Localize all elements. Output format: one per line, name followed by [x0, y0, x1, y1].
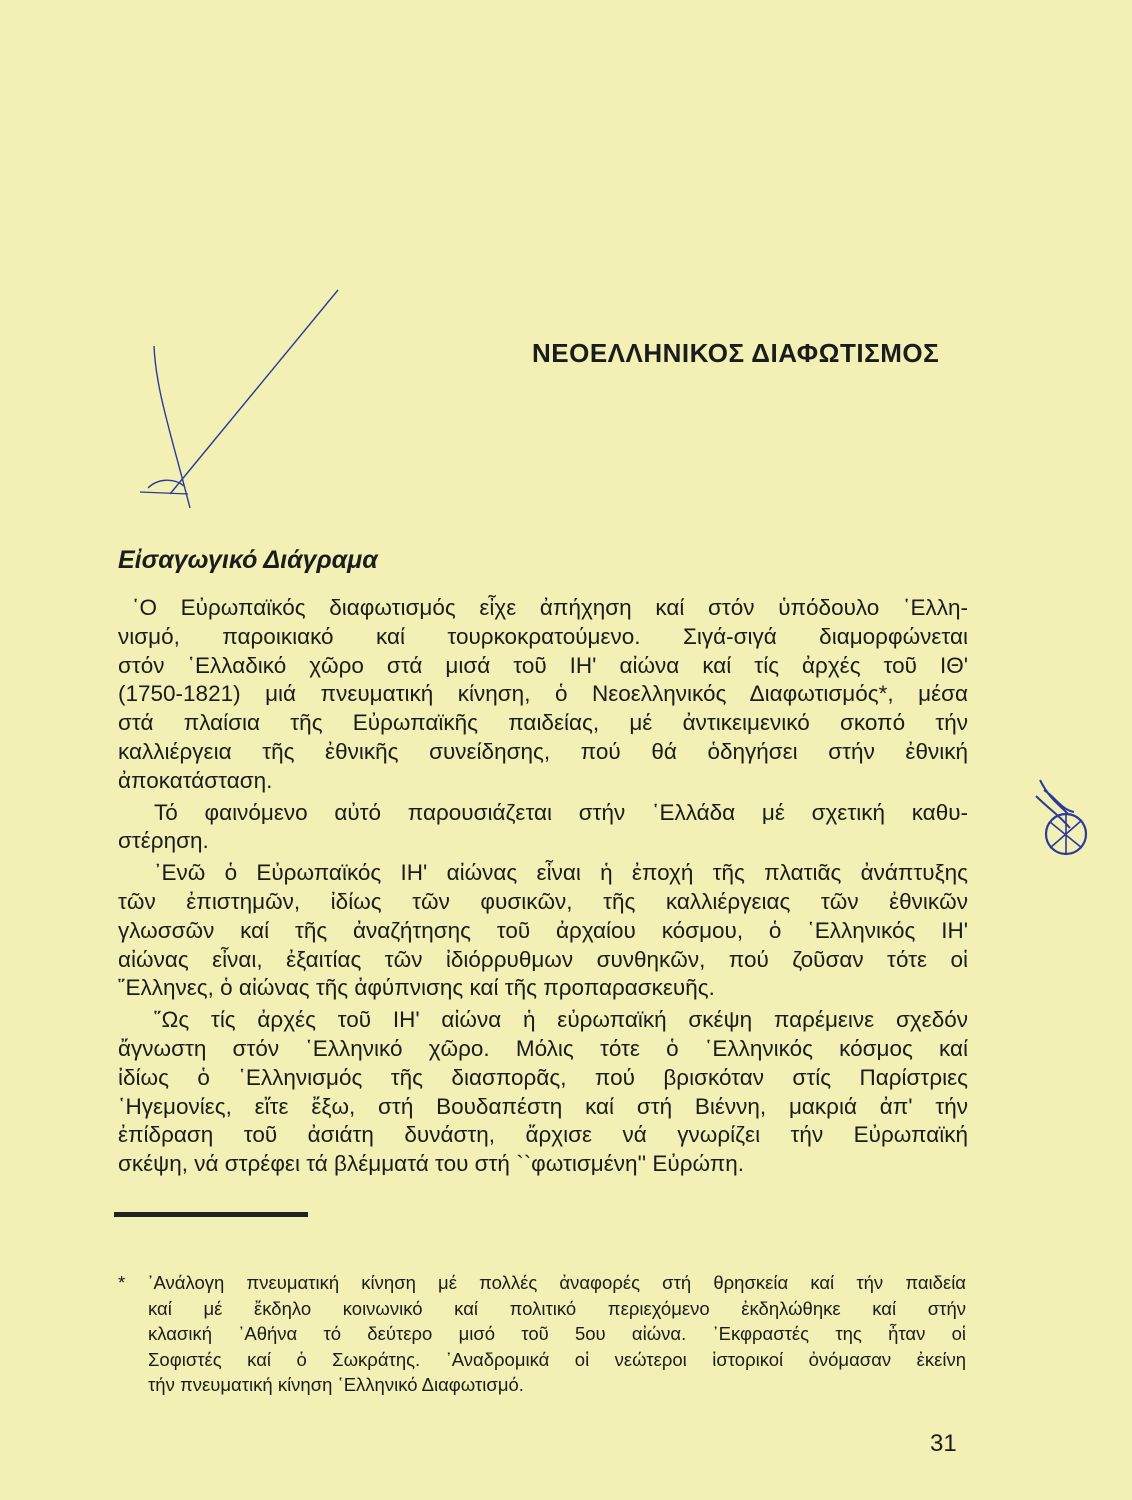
text-line: αἰώνας εἶναι, ἐξαιτίας τῶν ἰδιόρρυθμων συνθηκῶν, πού ζοῦσαν τότε οἱ [118, 946, 968, 972]
paragraph-1 [118, 594, 968, 796]
text-line: στά πλαίσια τῆς Εὐρωπαϊκῆς παιδείας, μέ ἀντικειμενικό σκοπό τήν [118, 710, 968, 736]
text-line: ῾Ο Εὐρωπαϊκός διαφωτισμός εἶχε ἀπήχηση καί στόν ὑπόδουλο ῾Ελλη- [132, 595, 968, 620]
text-line: ῞Ελληνες, ὁ αἰώνας τῆς ἀφύπνισης καί τῆς προπαρασκευῆς. [118, 975, 715, 1001]
text-line: ἰδίως ὁ ῾Ελληνισμός τῆς διασπορᾶς, πού βρισκόταν στίς Παρίστριες [118, 1064, 968, 1090]
page-number: 31 [930, 1430, 957, 1457]
paragraph-4 [118, 1006, 968, 1179]
text-line: Τό φαινόμενο αὐτό παρουσιάζεται στήν ῾Ελλάδα μέ σχετική καθυ- [154, 799, 968, 825]
footnote-line: Σοφιστές καί ὁ Σωκράτης. ᾿Αναδρομικά οἱ νεώτεροι ἱστορικοί ὀνόμασαν ἐκείνη [148, 1348, 966, 1370]
footnote-line: * ᾿Ανάλογη πνευματική κίνηση μέ πολλές ἀναφορές στή θρησκεία καί τήν παιδεία [118, 1272, 966, 1293]
text-line: ῾Ηγεμονίες, εἴτε ἔξω, στή Βουδαπέστη καί στή Βιέννη, μακριά ἀπ' τήν [118, 1093, 968, 1119]
text-line: ἀποκατάσταση. [118, 767, 273, 793]
text-line: ἐπίδραση τοῦ ἀσιάτη δυνάστη, ἄρχισε νά γνωρίζει τήν Εὐρωπαϊκή [118, 1122, 968, 1148]
text-line: τῶν ἐπιστημῶν, ἰδίως τῶν φυσικῶν, τῆς καλλιέργειας τῶν ἐθνικῶν [118, 888, 968, 914]
paragraph-3 [118, 859, 968, 1003]
footnote-divider [114, 1212, 308, 1217]
text-line: ἄγνωστη στόν ῾Ελληνικό χῶρο. Μόλις τότε ὁ ῾Ελληνικός κόσμος καί [118, 1035, 968, 1061]
chapter-title: ΝΕΟΕΛΛΗΝΙΚΟΣ ΔΙΑΦΩΤΙΣΜΟΣ [532, 338, 940, 368]
margin-pen-annotation [1020, 770, 1100, 870]
text-line: σκέψη, νά στρέφει τά βλέμματά του στή ``φωτισμένη'' Εὐρώπη. [118, 1151, 745, 1177]
paragraph-2 [118, 799, 968, 857]
text-line: ῞Ως τίς ἀρχές τοῦ ΙΗ' αἰώνα ἡ εὐρωπαϊκή σκέψη παρέμεινε σχεδόν [154, 1007, 968, 1033]
text-line: νισμό, παροικιακό καί τουρκοκρατούμενο. Σιγά-σιγά διαμορφώνεται [118, 623, 968, 649]
text-line: ᾿Ενῶ ὁ Εὐρωπαϊκός ΙΗ' αἰώνας εἶναι ἡ ἐποχή τῆς πλατιᾶς ἀνάπτυξης [154, 860, 968, 886]
text-line: (1750-1821) μιά πνευματική κίνηση, ὁ Νεοελληνικός Διαφωτισμός*, μέσα [118, 681, 968, 707]
text-line: στόν ῾Ελλαδικό χῶρο στά μισά τοῦ ΙΗ' αἰώνα καί τίς ἀρχές τοῦ ΙΘ' [118, 652, 968, 678]
text-line: στέρηση. [118, 828, 209, 854]
text-line: γλωσσῶν καί τῆς ἀναζήτησης τοῦ ἀρχαίου κόσμου, ὁ ῾Ελληνικός ΙΗ' [118, 917, 968, 943]
pen-scribble-mark [110, 280, 350, 520]
section-subtitle: Εἰσαγωγικό Διάγραμα [118, 546, 378, 574]
footnote [118, 1270, 966, 1398]
footnote-line: κλασική ᾿Αθήνα τό δεύτερο μισό τοῦ 5ου αἰώνα. ᾿Εκφραστές της ἦταν οἱ [148, 1323, 966, 1345]
footnote-line: καί μέ ἔκδηλο κοινωνικό καί πολιτικό περιεχόμενο ἐκδηλώθηκε καί στήν [148, 1297, 966, 1319]
footnote-line: τήν πνευματική κίνηση ῾Ελληνικό Διαφωτισμό. [148, 1374, 524, 1396]
text-line: καλλιέργεια τῆς ἐθνικῆς συνείδησης, πού θά ὁδηγήσει στήν ἐθνική [118, 738, 968, 764]
body-text [118, 594, 968, 1179]
